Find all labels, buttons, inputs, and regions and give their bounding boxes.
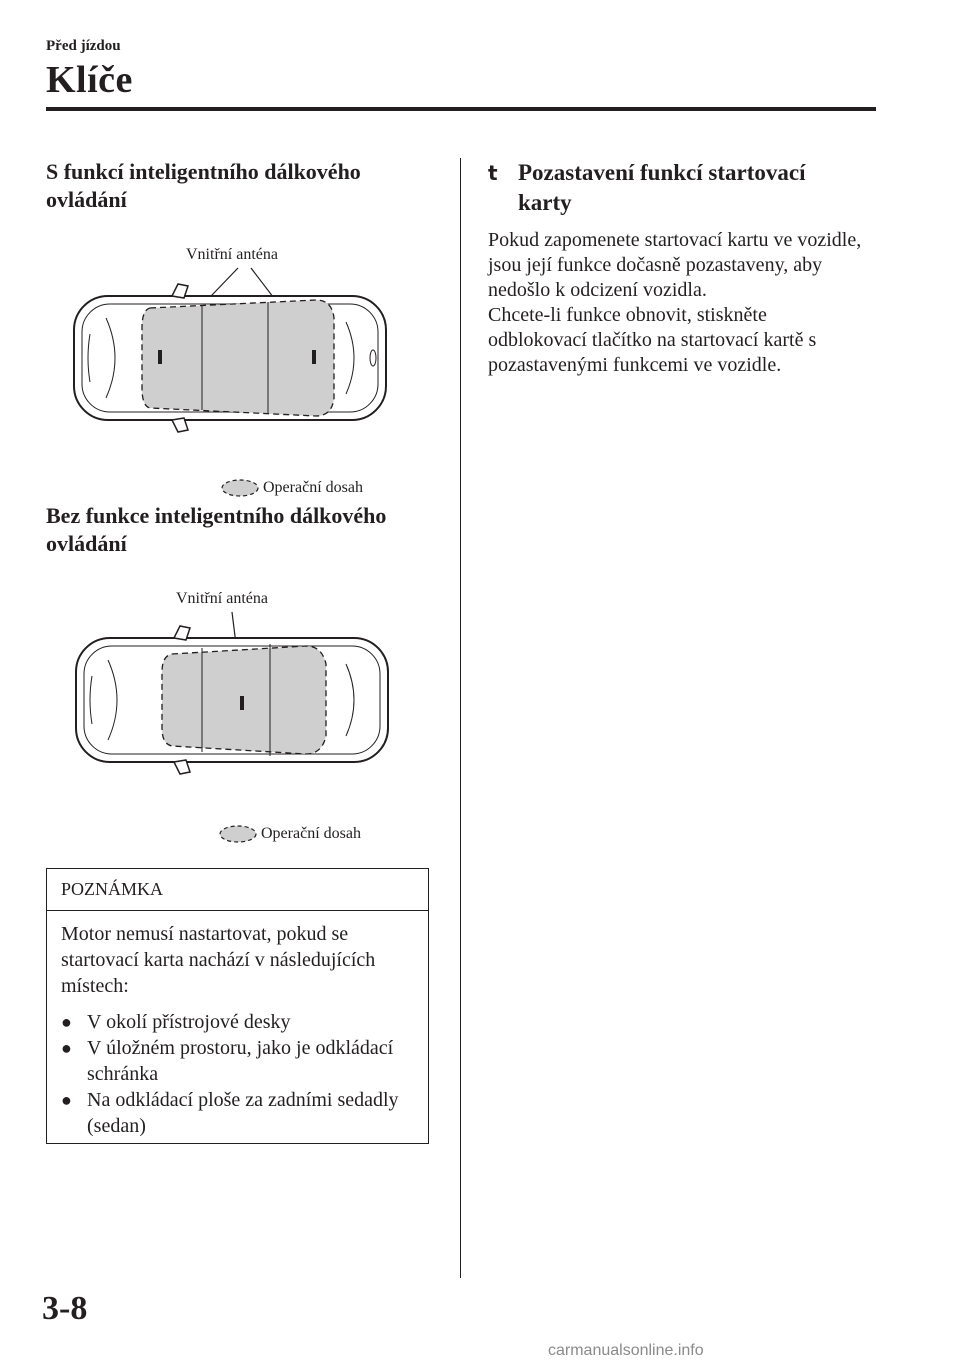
range-legend-icon	[220, 826, 256, 842]
range-label: Operační dosah	[261, 825, 361, 842]
bullet-icon: ●	[61, 1012, 72, 1032]
range-legend-icon	[222, 480, 258, 496]
watermark: carmanualsonline.info	[548, 1342, 704, 1359]
section-marker-icon: t	[488, 161, 498, 185]
paragraph: Pokud zapomenete startovací kartu ve vozidle, jsou její funkce dočasně pozastaveny, aby nedošlo k odcizení vozidla.	[488, 229, 862, 301]
list-item: ● V okolí přístrojové desky	[61, 1011, 291, 1033]
bullet-icon: ●	[61, 1090, 72, 1110]
breadcrumb: Před jízdou	[46, 38, 121, 54]
antenna-front-icon	[158, 350, 162, 364]
note-box	[46, 868, 429, 1144]
note-intro: Motor nemusí nastartovat, pokud se startovací karta nachází v následujících místech:	[61, 923, 376, 997]
page-number: 3-8	[42, 1290, 88, 1327]
car-top-view-diagram	[46, 238, 446, 500]
right-section-body	[488, 228, 868, 378]
antenna-label: Vnitřní anténa	[176, 590, 268, 607]
range-label: Operační dosah	[263, 479, 363, 496]
note-title: POZNÁMKA	[47, 869, 428, 911]
car-top-view-diagram	[46, 584, 446, 848]
list-item: ● V úložném prostoru, jako je odkládací schránka	[61, 1037, 394, 1085]
header-rule	[46, 107, 876, 111]
paragraph: Chcete-li funkce obnovit, stiskněte odblokovací tlačítko na startovací kartě s pozastavenými funkcemi ve vozidle.	[488, 304, 817, 376]
note-body	[47, 911, 428, 1139]
figure-smart-key	[46, 238, 446, 500]
antenna-icon	[240, 696, 244, 710]
section-heading-smart-key: S funkcí inteligentního dálkového ovládání	[46, 159, 361, 212]
antenna-rear-icon	[312, 350, 316, 364]
figure-no-smart-key	[46, 584, 446, 848]
right-section-heading	[488, 158, 888, 218]
bullet-icon: ●	[61, 1038, 72, 1058]
page-title: Klíče	[46, 59, 133, 101]
antenna-label: Vnitřní anténa	[186, 246, 278, 263]
right-heading-text: Pozastavení funkcí startovací karty	[518, 160, 806, 215]
column-divider	[460, 158, 461, 1278]
list-item: ● Na odkládací ploše za zadními sedadly (sedan)	[61, 1089, 399, 1137]
note-bullet-list	[61, 1009, 414, 1139]
section-heading-no-smart-key: Bez funkce inteligentního dálkového ovládání	[46, 503, 387, 556]
operating-range-area	[142, 300, 334, 416]
